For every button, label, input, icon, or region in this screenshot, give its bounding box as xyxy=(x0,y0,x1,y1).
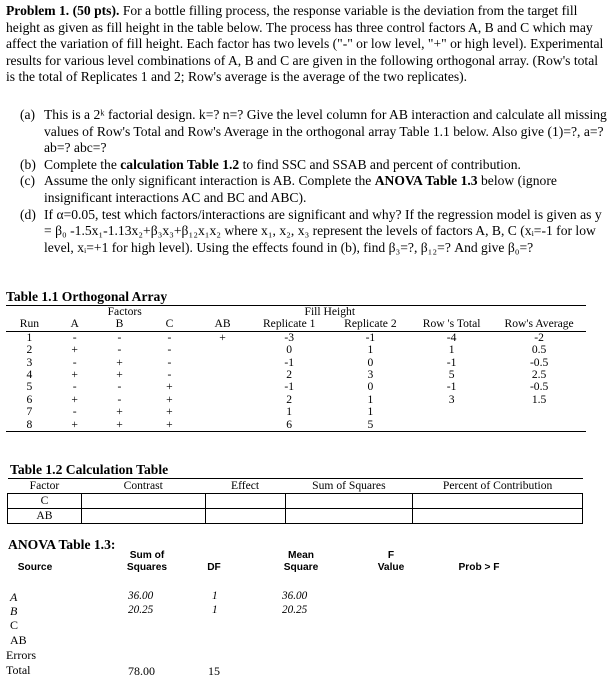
contrast-cell[interactable] xyxy=(81,509,205,524)
percent-cell[interactable] xyxy=(413,494,583,509)
table-row xyxy=(6,406,586,418)
effect-cell[interactable] xyxy=(205,494,285,509)
table-cell: + xyxy=(53,419,97,432)
f-header: F Value xyxy=(377,550,405,573)
question-b: (b) Complete the calculation Table 1.2 to find SSC and SSAB and percent of contribution. xyxy=(20,156,521,172)
factor-cell: C xyxy=(8,494,82,509)
table-row xyxy=(8,494,583,509)
table-cell: 4 xyxy=(26,368,33,382)
table-cell: -1 xyxy=(446,355,457,369)
column-header: Replicate 2 xyxy=(330,318,411,331)
source-c: C xyxy=(10,618,19,632)
table-cell xyxy=(197,357,249,369)
df-total: 15 xyxy=(208,664,220,678)
table-cell: -2 xyxy=(534,330,544,344)
table-cell: - xyxy=(117,343,122,357)
table-cell: + xyxy=(166,405,173,419)
ss-b: 20.25 xyxy=(128,604,154,616)
table-header-row xyxy=(8,479,583,494)
table-cell: 1 xyxy=(26,330,33,344)
table-cell: + xyxy=(71,343,78,357)
table-row xyxy=(6,381,586,393)
column-header: Sum of Squares xyxy=(285,479,413,494)
table-cell: -3 xyxy=(284,330,295,344)
ms-header: Mean Square xyxy=(283,550,319,573)
table-cell: - xyxy=(167,330,172,344)
df-a: 1 xyxy=(212,590,218,602)
table-cell: + xyxy=(71,368,78,382)
df-header: DF xyxy=(207,562,221,573)
contrast-cell[interactable] xyxy=(81,494,205,509)
table-cell: + xyxy=(116,368,123,382)
table-cell: 5 xyxy=(26,380,33,394)
problem-statement xyxy=(6,3,606,86)
table-cell: - xyxy=(72,380,77,394)
table-cell: - xyxy=(167,343,172,357)
table-cell xyxy=(197,369,249,381)
table-cell: 6 xyxy=(249,419,330,432)
ss-cell[interactable] xyxy=(285,494,413,509)
table-cell: + xyxy=(166,392,173,406)
table-cell xyxy=(197,419,249,432)
table-cell: 1 xyxy=(448,343,455,357)
ms-a: 36.00 xyxy=(282,590,308,602)
table-cell: 1 xyxy=(286,405,293,419)
table-cell xyxy=(197,381,249,393)
table-cell: -1 xyxy=(284,380,295,394)
column-header: A xyxy=(53,318,97,331)
p-header: Prob > F xyxy=(458,562,500,573)
effect-cell[interactable] xyxy=(205,509,285,524)
table-cell: + xyxy=(97,419,143,432)
column-header: AB xyxy=(197,318,249,331)
ss-total: 78.00 xyxy=(128,664,155,678)
source-b: B xyxy=(10,604,18,618)
table-1-2-title: Table 1.2 Calculation Table xyxy=(10,462,169,477)
column-header: Percent of Contribution xyxy=(413,479,583,494)
table-cell: 0 xyxy=(367,380,374,394)
table-cell: 1 xyxy=(367,405,374,419)
source-header: Source xyxy=(17,562,53,573)
table-cell: 1 xyxy=(367,343,374,357)
table-row xyxy=(6,331,586,344)
table-row xyxy=(6,369,586,381)
source-total: Total xyxy=(6,663,31,677)
table-body xyxy=(6,331,586,431)
table-cell: - xyxy=(72,355,77,369)
table-cell: + xyxy=(166,380,173,394)
table-row xyxy=(6,344,586,356)
table-header-row xyxy=(6,318,586,331)
table-cell: 2.5 xyxy=(531,368,547,382)
table-cell: 1.5 xyxy=(531,392,547,406)
table-1-1-title: Table 1.1 Orthogonal Array xyxy=(6,289,168,304)
table-cell: - xyxy=(167,368,172,382)
table-cell: - xyxy=(117,392,122,406)
table-cell: 3 xyxy=(448,392,455,406)
source-errors: Errors xyxy=(6,648,36,662)
column-header: Effect xyxy=(205,479,285,494)
table-row xyxy=(6,419,586,432)
table-cell: 1 xyxy=(367,392,374,406)
table-cell xyxy=(492,419,586,432)
factor-cell: AB xyxy=(8,509,82,524)
source-a: A xyxy=(10,590,18,604)
ss-header: Sum of Squares xyxy=(126,550,168,573)
question-c: (c) Assume the only significant interaction is AB. Complete the ANOVA Table 1.3 below (ignore insignificant interactions AC and BC and ABC). xyxy=(20,173,557,205)
table-cell: - xyxy=(167,355,172,369)
table-cell: -1 xyxy=(284,355,295,369)
column-header: Replicate 1 xyxy=(249,318,330,331)
table-cell xyxy=(197,344,249,356)
table-cell: 5 xyxy=(330,419,411,432)
source-ab: AB xyxy=(10,633,27,647)
table-cell: -1 xyxy=(365,330,376,344)
anova-title: ANOVA Table 1.3: xyxy=(8,537,116,552)
table-cell: - xyxy=(72,405,77,419)
table-cell: 2 xyxy=(286,368,293,382)
table-cell: -0.5 xyxy=(529,380,549,394)
question-list xyxy=(20,107,608,256)
table-cell: -1 xyxy=(446,380,457,394)
table-cell: -0.5 xyxy=(529,355,549,369)
ss-a: 36.00 xyxy=(128,590,154,602)
table-cell: 7 xyxy=(26,405,33,419)
table-cell: + xyxy=(142,419,196,432)
table-cell: 6 xyxy=(26,392,33,406)
table-cell: + xyxy=(116,355,123,369)
column-header: Row's Average xyxy=(492,318,586,331)
column-header: Factor xyxy=(8,479,82,494)
column-header: Contrast xyxy=(81,479,205,494)
table-cell: 0 xyxy=(367,355,374,369)
fill-height-group-label: Fill Height xyxy=(249,306,411,319)
table-cell: + xyxy=(219,330,226,344)
problem-heading: Problem 1. (50 pts). xyxy=(6,3,120,18)
table-cell: - xyxy=(117,330,122,344)
table-cell xyxy=(197,406,249,418)
table-cell: 5 xyxy=(448,368,455,382)
table-cell xyxy=(197,394,249,406)
table-row xyxy=(6,357,586,369)
table-cell xyxy=(492,406,586,418)
table-cell: + xyxy=(116,405,123,419)
table-cell: - xyxy=(117,380,122,394)
table-cell: 2 xyxy=(286,392,293,406)
column-header: C xyxy=(142,318,196,331)
question-d: (d) If α=0.05, test which factors/interactions are significant and why? If the regression model is given as y = β₀ -1.5x₁-1.13x₂+β₃x₃+β₁₂x₁x₂ where x₁, x₂, x₃ represent the levels of factors A, B, C (xᵢ=-1 for low level, xᵢ=+1 for high level). Using the effects found in (b), find β₃=?, β₁₂=? And give β₀=? xyxy=(20,206,602,255)
table-cell xyxy=(411,419,492,432)
df-b: 1 xyxy=(212,604,218,616)
ms-b: 20.25 xyxy=(282,604,308,616)
table-cell xyxy=(411,406,492,418)
column-header: Run xyxy=(6,318,53,331)
table-row xyxy=(8,509,583,524)
table-cell: 8 xyxy=(6,419,53,432)
question-a: (a) This is a 2ᵏ factorial design. k=? n=? Give the level column for AB interaction and calculate all missing values of Row's Total and Row's Average in the orthogonal array Table 1.1 below. Also give (1)=?, a=? ab=? abc=? xyxy=(20,107,607,156)
table-cell: 3 xyxy=(367,368,374,382)
calculation-table xyxy=(7,478,583,524)
factors-group-label: Factors xyxy=(53,306,197,319)
table-row xyxy=(6,394,586,406)
table-cell: -4 xyxy=(446,330,457,344)
column-header: Row 's Total xyxy=(411,318,492,331)
table-cell: + xyxy=(71,392,78,406)
orthogonal-array-table xyxy=(6,305,586,432)
table-cell: 2 xyxy=(26,343,33,357)
ss-cell[interactable] xyxy=(285,509,413,524)
column-header: B xyxy=(97,318,143,331)
problem-intro: For a bottle filling process, the response variable is the deviation from the target fill height as given as fill height in the table below. The process has three control factors A, B and C which may affect the variation of fill height. Each factor has two levels ("-" or low level, "+" or high level). Experimental results for various level combinations of A, B and C are given in the following orthogonal array. (Row's total is the total of Replicates 1 and 2; Row's average is the average of the two replicates). xyxy=(6,3,604,85)
percent-cell[interactable] xyxy=(413,509,583,524)
table-cell: 0.5 xyxy=(531,343,547,357)
table-cell: 0 xyxy=(286,343,293,357)
table-cell: 3 xyxy=(26,355,33,369)
table-cell: - xyxy=(72,330,77,344)
